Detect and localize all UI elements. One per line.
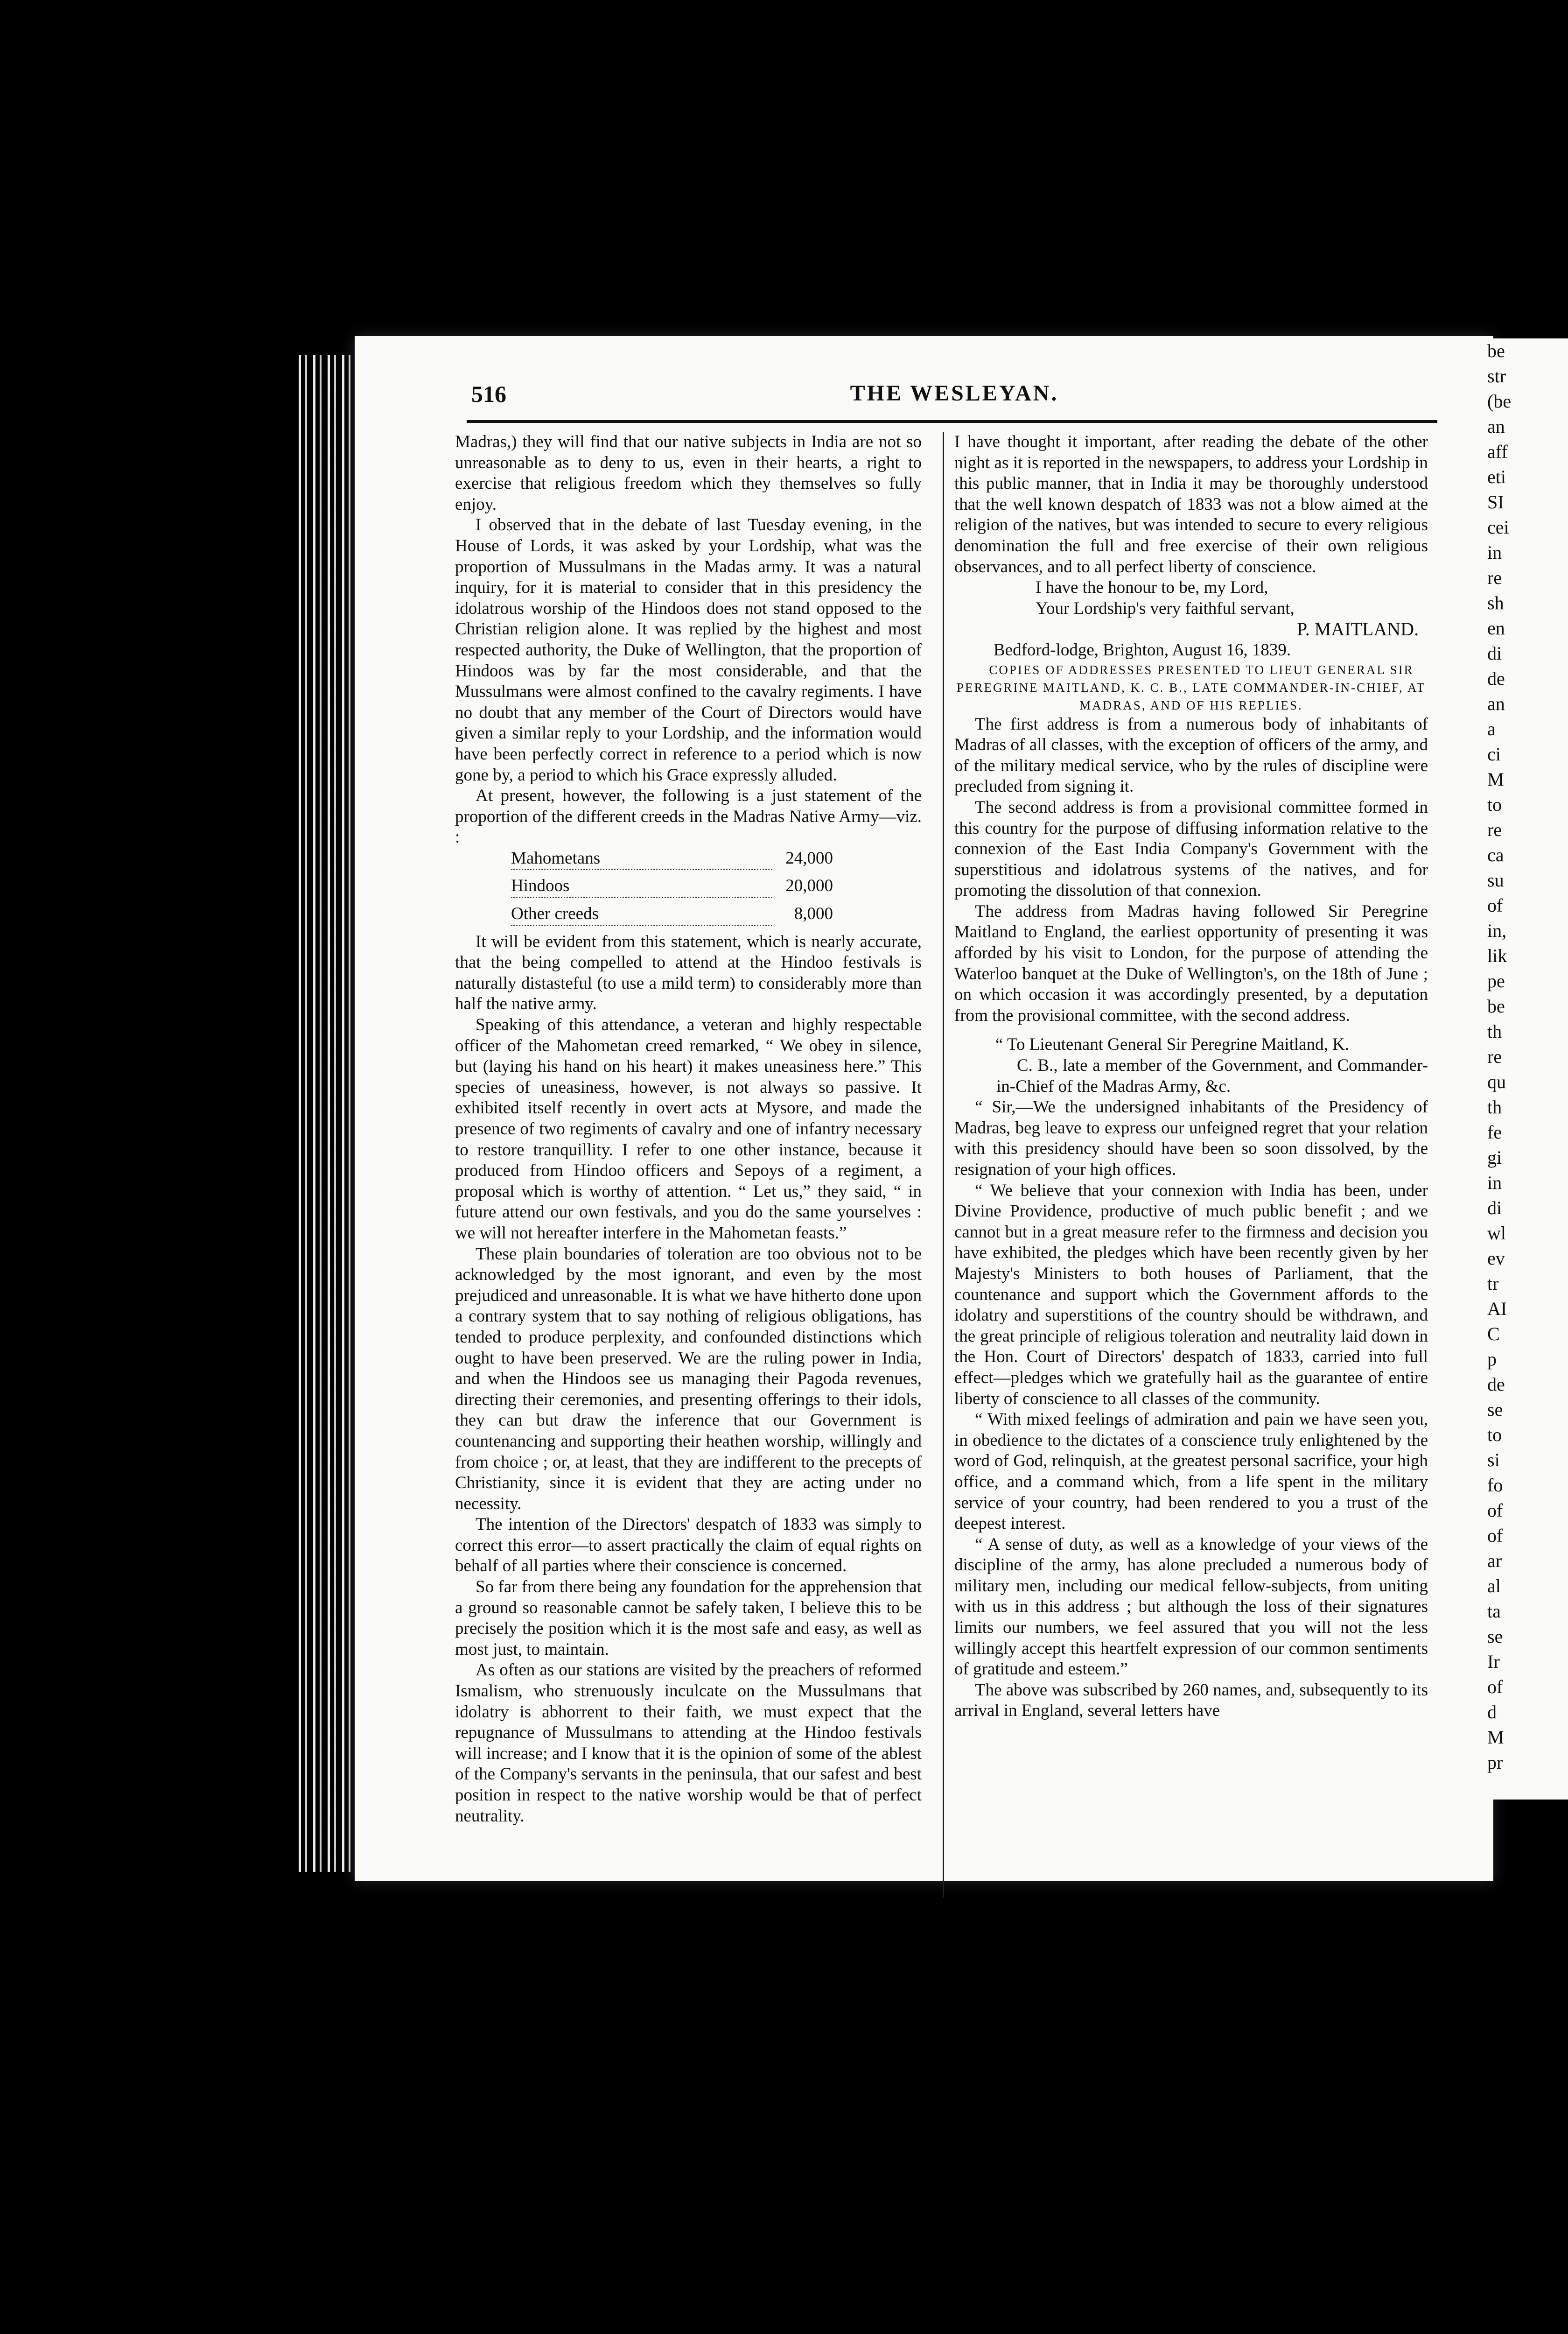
adjacent-page-fragment: wl [1487,1223,1506,1244]
adjacent-page-fragment: aff [1487,441,1508,462]
adjacent-page-fragment: AI [1487,1298,1507,1319]
paragraph: It will be evident from this statement, which is nearly accurate, that the being compelled to attend at the Hindoo festivals is naturally distasteful (to use a mild term) to considerably more than half the native army. [455,932,922,1014]
paragraph: “ A sense of duty, as well as a knowledge of your views of the discipline of the army, has alone precluded a numerous body of military men, including our medical fellow-subjects, from uniting with us in this address ; but although the loss of their signatures limits our numbers, we feel assured that you will not the less willingly accept this heartfelt expression of our common sentiments of gratitude and esteem.” [954,1534,1428,1679]
adjacent-page-fragment: C [1487,1323,1500,1344]
address-salutation: “ To Lieutenant General Sir Peregrine Maitland, K. [995,1035,1350,1055]
paragraph: At present, however, the following is a just statement of the proportion of the different creeds in the Madras Native Army—viz. : [455,786,922,847]
adjacent-page-fragment: gi [1487,1147,1502,1168]
adjacent-page-fragment: di [1487,643,1502,664]
paragraph: Madras,) they will find that our native subjects in India are not so unreasonable as to deny to us, even in their hearts, a right to exercise that religious freedom which they themselves so fully enjoy. [455,432,922,514]
adjacent-page-fragment: pr [1487,1752,1503,1773]
adjacent-page-fragment: tr [1487,1273,1499,1294]
address-salutation-cont: C. B., late a member of the Government, and Commander-in-Chief of the Madras Army, &c. [996,1056,1428,1096]
letter-dateline: Bedford-lodge, Brighton, August 16, 1839. [994,640,1291,660]
paragraph: “ With mixed feelings of admiration and pain we have seen you, in obedience to the dictates of a conscience truly enlightened by the word of God, relinquish, at the greatest personal sacrifice, your high office, and a command which, from a life spent in the military service of your country, had been rendered to you a trust of the deepest interest. [954,1410,1428,1533]
adjacent-page-strip [1482,338,1568,1800]
paragraph: The above was subscribed by 260 names, and, subsequently to its arrival in England, several letters have [954,1680,1428,1721]
adjacent-page-fragment: to [1487,1424,1502,1445]
page-number: 516 [471,381,506,407]
adjacent-page-fragment: ev [1487,1248,1505,1269]
adjacent-page-fragment: in [1487,1172,1502,1193]
paragraph: The first address is from a numerous body of inhabitants of Madras of all classes, with the exception of officers of the army, and of the military medical service, who by the rules of discipline were precluded from signing it. [954,714,1428,796]
adjacent-page-fragment: si [1487,1449,1500,1470]
adjacent-page-fragment: ta [1487,1601,1501,1622]
adjacent-page-fragment: ci [1487,744,1501,765]
paragraph: These plain boundaries of toleration are too obvious not to be acknowledged by the most ignorant, and even by the most prejudiced and unreasonable. It is what we have hitherto done upon a contrary system that to say nothing of religious obligations, has tended to produce perplexity, and confounded distinctions which ought to have been preserved. We are the ruling power in India, and when the Hindoos see us managing their Pagoda revenues, directing their ceremonies, and presenting offerings to their idols, they can but draw the inference that our Government is countenancing and supporting their heathen worship, willingly and from choice ; or, at least, that they are indifferent to the precepts of Christianity, since it is evident that they are acting under no necessity. [455,1244,922,1513]
adjacent-page-fragment: ca [1487,844,1504,865]
adjacent-page-fragment: sh [1487,592,1504,613]
adjacent-page-fragment: an [1487,416,1505,437]
adjacent-page-fragment: str [1487,366,1506,387]
paragraph: The address from Madras having followed Sir Peregrine Maitland to England, the earliest opportunity of presenting it was afforded by his visit to London, for the purpose of attending the Waterloo banquet at the Duke of Wellington's, on the 18th of June ; on which occasion it was accordingly presented, by a deputation from the provisional committee, with the second address. [954,901,1428,1025]
letter-signature: P. MAITLAND. [1296,619,1419,640]
adjacent-page-fragment: di [1487,1197,1502,1218]
adjacent-page-fragment: in [1487,542,1502,563]
letter-closing: Your Lordship's very faithful servant, [1036,598,1295,618]
adjacent-page-fragment: (be [1487,391,1512,412]
creed-name: Mahometans [511,848,772,871]
paragraph: The second address is from a provisional committee formed in this country for the purpose of diffusing information relative to the connexion of the East India Company's Government with the superstitious and idolatrous systems of the natives, and for promoting the dissolution of that connexion. [954,797,1428,900]
adjacent-page-fragment: of [1487,1676,1503,1697]
creed-count: 20,000 [785,876,833,896]
adjacent-page-fragment: to [1487,794,1502,815]
running-head [471,380,1437,413]
paragraph: “ Sir,—We the undersigned inhabitants of the Presidency of Madras, beg leave to express our unfeigned regret that your relation with this presidency should have been so soon dissolved, by the resignation of your high offices. [954,1097,1428,1179]
adjacent-page-fragment: p [1487,1349,1497,1370]
creed-name: Other creeds [511,904,772,926]
paragraph: I observed that in the debate of last Tuesday evening, in the House of Lords, it was asked by your Lordship, what was the proportion of Mussulmans in the Madas army. It was a natural inquiry, for it is material to consider that in this presidency the idolatrous worship of the Hindoos does not stand opposed to the Christian religion alone. It was replied by the highest and most respected authority, the Duke of Wellington, that the proportion of Hindoos was by far the most considerable, and that the Mussulmans were almost confined to the cavalry regiments. I have no doubt that any member of the Court of Directors would have given a similar reply to your Lordship, and the information would have been perfectly correct in reference to a period which is now gone by, a period to which his Grace expressly alluded. [455,515,922,785]
adjacent-page-fragment: cei [1487,517,1509,538]
adjacent-page-fragment: re [1487,819,1502,840]
paragraph: Speaking of this attendance, a veteran and highly respectable officer of the Mahometan creed remarked, “ We obey in silence, but (laying his hand on his heart) it makes uneasiness here.” This species of uneasiness, however, is not always so passive. It exhibited itself recently in overt acts at Mysore, and made the presence of two regiments of cavalry and one of infantry necessary to restore tranquillity. I refer to one other instance, because it produced from Hindoo officers and Sepoys of a regiment, a proposal which is worthy of attention. “ Let us,” they said, “ in future attend our own festivals, and you do the same yourselves : we will not hereafter interfere in the Mahometan feasts.” [455,1015,922,1243]
creed-name: Hindoos [511,876,772,898]
adjacent-page-fragment: M [1487,1727,1504,1748]
adjacent-page-fragment: a [1487,718,1496,739]
letter-closing: I have the honour to be, my Lord, [1036,578,1268,598]
adjacent-page-fragment: SI [1487,492,1504,513]
adjacent-page-fragment: al [1487,1575,1501,1596]
adjacent-page-fragment: fe [1487,1122,1502,1143]
adjacent-page-fragment: su [1487,870,1504,891]
adjacent-page-fragment: eti [1487,466,1506,487]
adjacent-page-fragment: th [1487,1097,1502,1118]
adjacent-page-fragment: se [1487,1626,1503,1647]
header-rule [467,420,1437,423]
adjacent-page-fragment: se [1487,1399,1503,1420]
creed-row [511,904,833,932]
creeds-table [511,848,922,932]
adjacent-page-fragment: Ir [1487,1651,1500,1672]
adjacent-page-fragment: be [1487,340,1505,361]
adjacent-page-fragment: qu [1487,1071,1506,1092]
adjacent-page-fragment: de [1487,1374,1505,1395]
paragraph: As often as our stations are visited by the preachers of reformed Ismalism, who strenuously inculcate on the Mussulmans that idolatry is abhorrent to their faith, we must expect that the repugnance of Mussulmans to attending at the Hindoo festivals will increase; and I know that it is the opinion of some of the ablest of the Company's servants in the peninsula, that our safest and best position in respect to the native worship would be that of perfect neutrality. [455,1660,922,1826]
adjacent-page-fragment: ar [1487,1550,1502,1571]
adjacent-page-fragment: th [1487,1021,1502,1042]
adjacent-page-fragment: of [1487,1500,1503,1521]
creed-count: 8,000 [794,904,833,924]
paragraph: The intention of the Directors' despatch of 1833 was simply to correct this error—to assert practically the claim of equal rights on behalf of all parties where their conscience is concerned. [455,1515,922,1576]
adjacent-page-fragment: re [1487,1046,1502,1067]
column-divider [943,432,944,1898]
section-heading: COPIES OF ADDRESSES PRESENTED TO LIEUT GENERAL SIR PEREGRINE MAITLAND, K. C. B., LATE COMMANDER-IN-CHIEF, AT MADRAS, AND OF HIS REPLIES. [956,662,1426,712]
left-column [455,432,922,1827]
adjacent-page-fragment: be [1487,996,1505,1017]
adjacent-page-fragment: of [1487,1525,1503,1546]
adjacent-page-fragment: pe [1487,970,1505,991]
adjacent-page-fragment: d [1487,1701,1497,1722]
creed-row [511,876,833,904]
right-column [954,432,1428,1722]
adjacent-page-fragment: of [1487,895,1503,916]
adjacent-page-fragment: de [1487,668,1505,689]
adjacent-page-fragment: in, [1487,920,1507,941]
adjacent-page-fragment: M [1487,769,1504,790]
journal-title: THE WESLEYAN. [850,381,1059,406]
adjacent-page-fragment: fo [1487,1475,1503,1496]
adjacent-page-fragment: lik [1487,945,1507,966]
creed-row [511,848,833,876]
paragraph: I have thought it important, after reading the debate of the other night as it is reported in the newspapers, to address your Lordship in this public manner, that in India it may be thoroughly understood that the well known despatch of 1833 was not a blow aimed at the religion of the natives, but was intended to secure to every religious denomination the full and free exercise of their own religious observances, and to all perfect liberty of conscience. [954,432,1428,576]
adjacent-page-fragment: en [1487,618,1505,639]
paragraph: “ We believe that your connexion with India has been, under Divine Providence, productive of much public benefit ; and we cannot but in a great measure refer to the firmness and decision you have exhibited, the pledges which have been recently given by her Majesty's Ministers to both houses of Parliament, that the countenance and support which the Government affords to the idolatry and superstitions of the country should be withdrawn, and the great principle of religious toleration and neutrality laid down in the Hon. Court of Directors' despatch of 1833, carried into full effect—pledges which we gratefully hail as the guarantee of entire liberty of conscience to all classes of the community. [954,1181,1428,1408]
creed-count: 24,000 [785,848,833,868]
adjacent-page-fragment: an [1487,693,1505,714]
adjacent-page-fragment: re [1487,567,1502,588]
paragraph: So far from there being any foundation for the apprehension that a ground so reasonable cannot be safely taken, I believe this to be precisely the position which it is the most safe and easy, as well as most just, to maintain. [455,1577,922,1659]
